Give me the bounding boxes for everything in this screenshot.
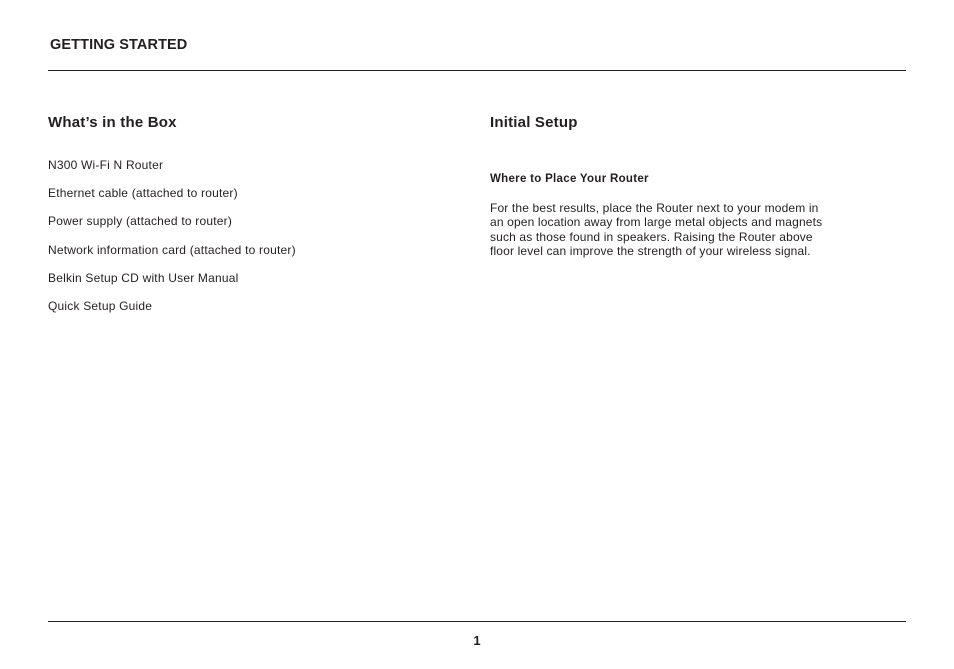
list-item: Belkin Setup CD with User Manual — [48, 270, 239, 285]
initial-setup-heading: Initial Setup — [490, 114, 578, 131]
paragraph-line: For the best results, place the Router next to your modem in — [490, 201, 819, 215]
whats-in-the-box-heading: What’s in the Box — [48, 114, 177, 131]
list-item: Network information card (attached to router) — [48, 242, 296, 257]
whats-in-the-box-section — [48, 114, 448, 313]
list-item: Ethernet cable (attached to router) — [48, 186, 238, 201]
page-number: 1 — [473, 633, 481, 648]
header-divider — [48, 70, 906, 71]
box-contents-list — [48, 158, 296, 327]
router-placement-subheading: Where to Place Your Router — [490, 173, 649, 185]
paragraph-line: floor level can improve the strength of your wireless signal. — [490, 243, 811, 258]
footer-divider — [48, 621, 906, 622]
initial-setup-section — [490, 114, 870, 258]
paragraph-line: an open location away from large metal objects and magnets — [490, 215, 823, 230]
list-item: N300 Wi-Fi N Router — [48, 158, 164, 172]
list-item: Power supply (attached to router) — [48, 214, 233, 229]
list-item: Quick Setup Guide — [48, 298, 153, 313]
paragraph-line: such as those found in speakers. Raising the Router above — [490, 229, 813, 244]
page-section-title: GETTING STARTED — [50, 37, 188, 53]
router-placement-paragraph — [490, 201, 865, 258]
